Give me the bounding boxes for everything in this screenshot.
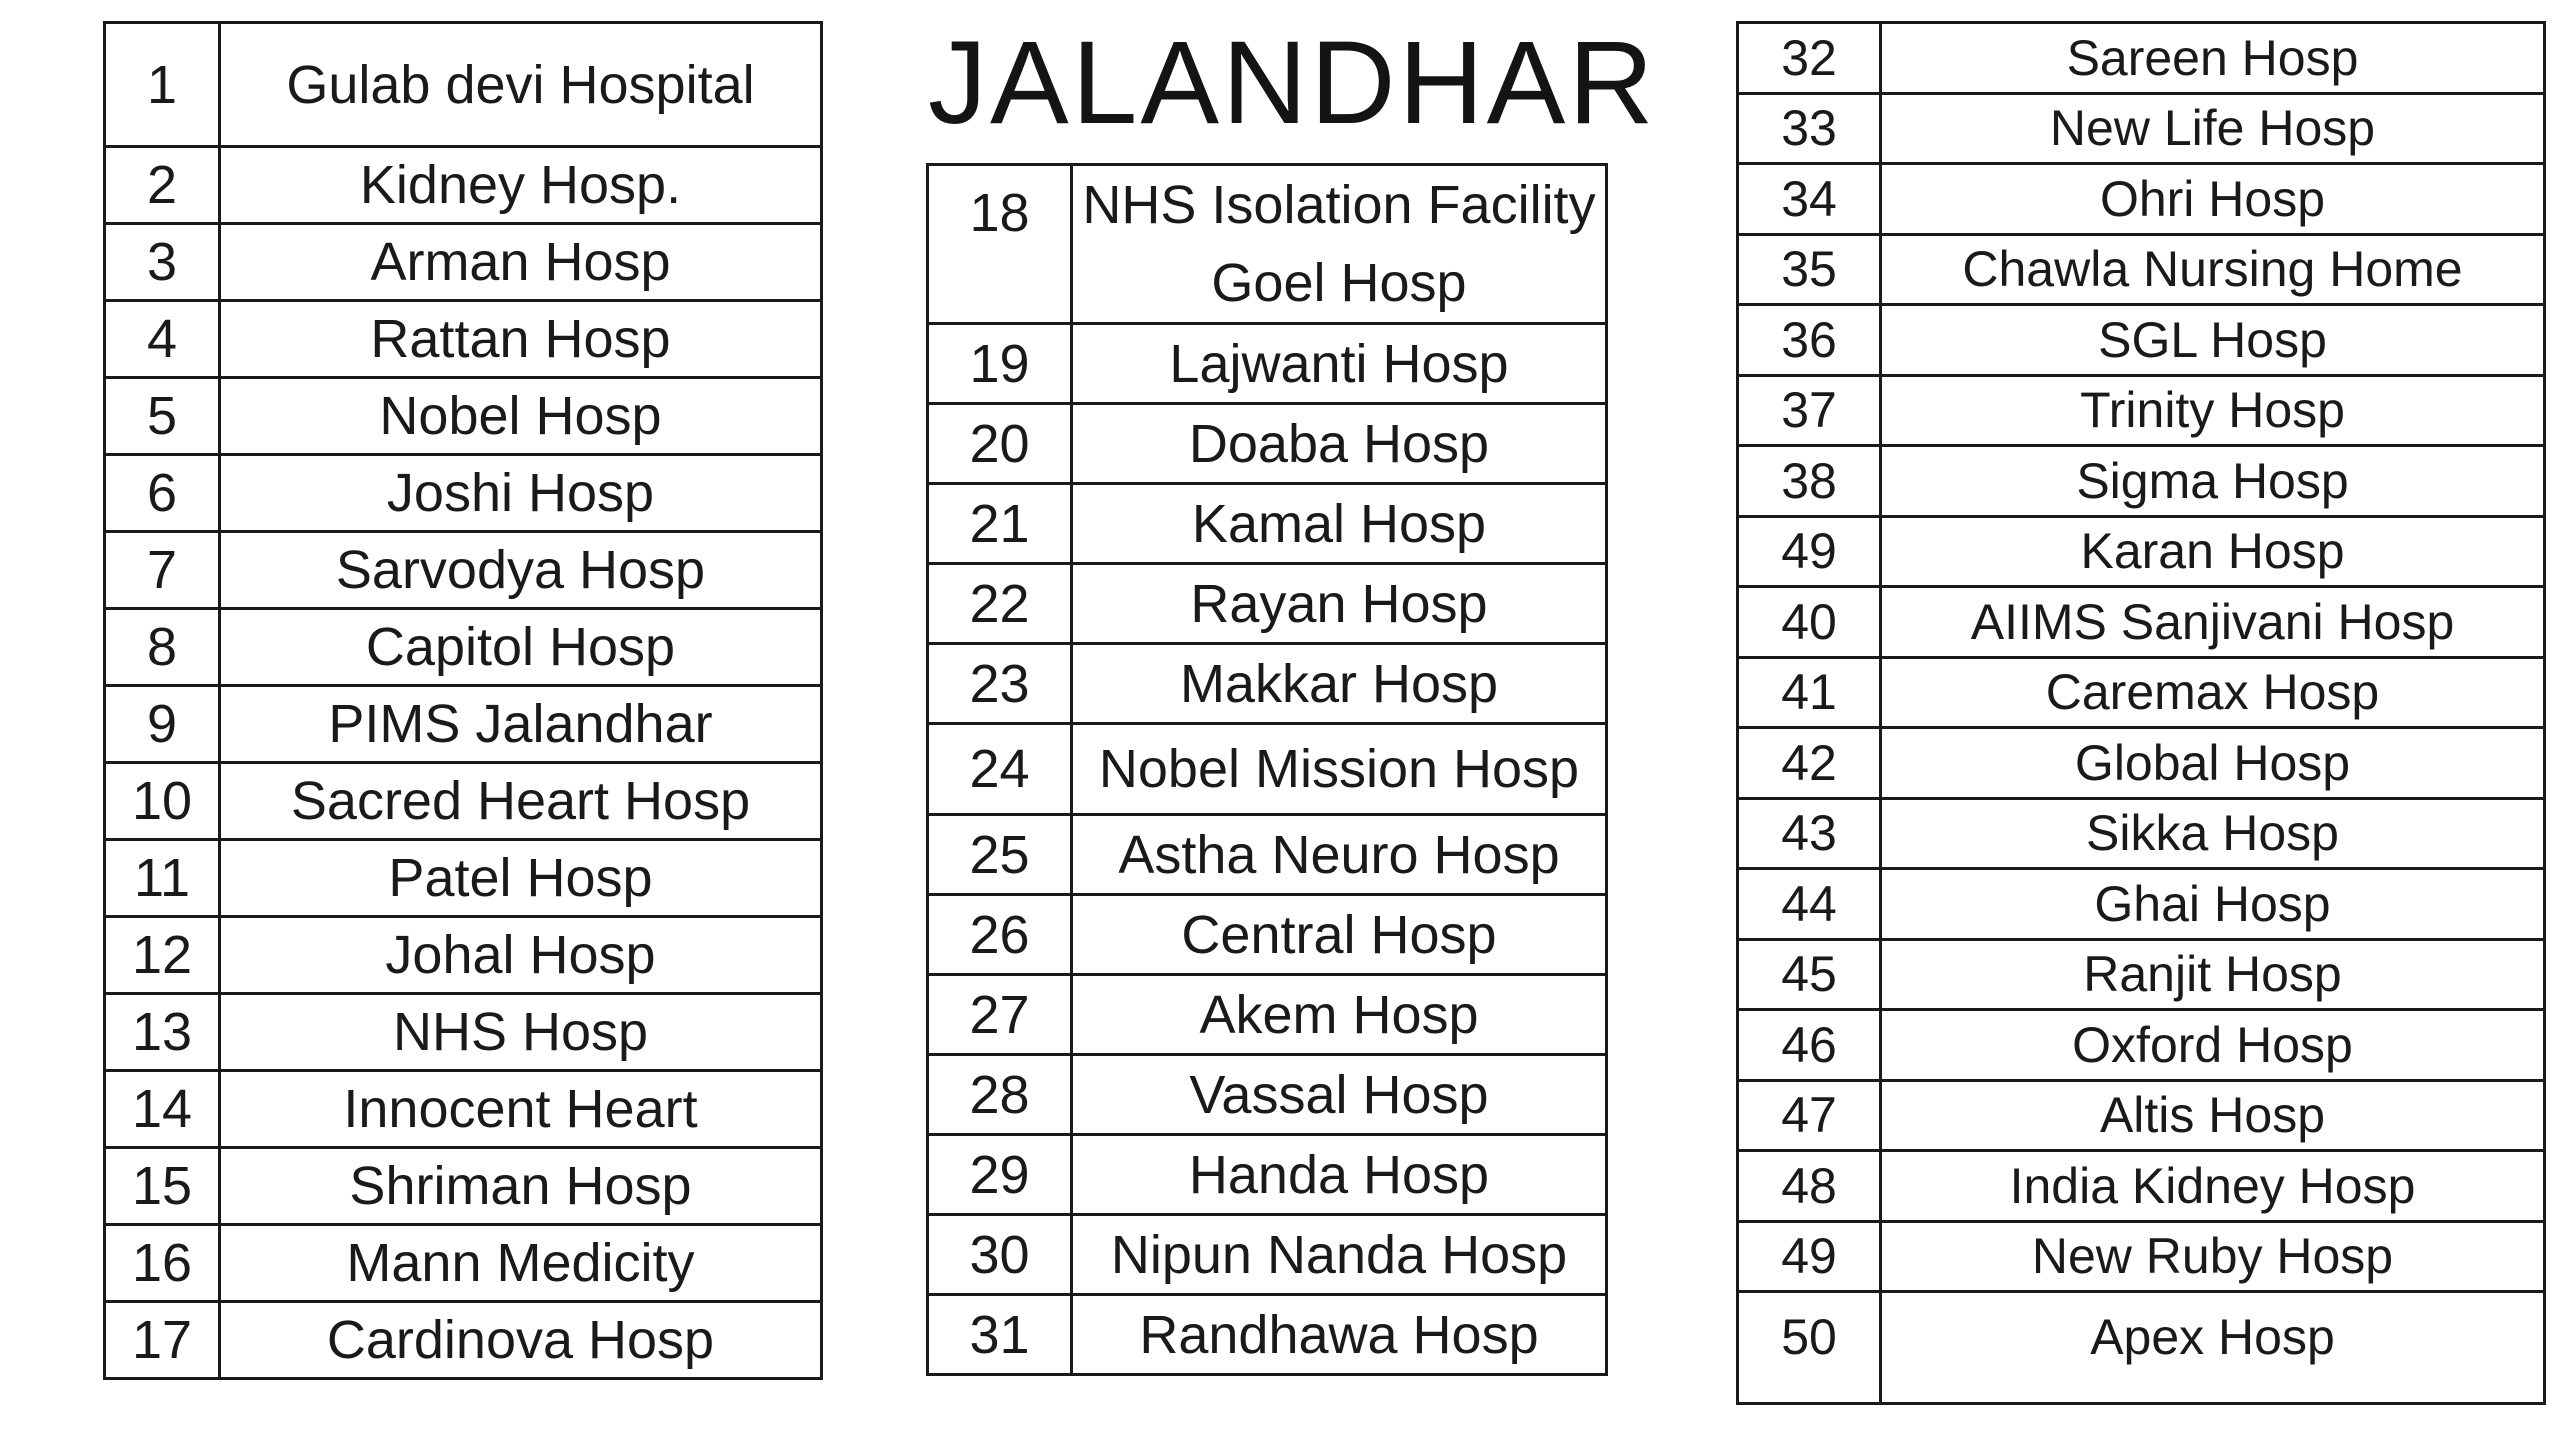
hospital-name: Nobel Hosp bbox=[220, 378, 822, 455]
row-number: 41 bbox=[1738, 657, 1881, 728]
row-number: 25 bbox=[928, 815, 1072, 895]
table-row bbox=[105, 686, 822, 763]
row-number: 40 bbox=[1738, 587, 1881, 658]
row-number: 24 bbox=[928, 724, 1072, 815]
hospital-name: New Life Hosp bbox=[1881, 93, 2545, 164]
hospital-name: Rattan Hosp bbox=[220, 301, 822, 378]
table-row bbox=[105, 1071, 822, 1148]
row-number: 44 bbox=[1738, 869, 1881, 940]
hospital-name: Sacred Heart Hosp bbox=[220, 763, 822, 840]
hospital-name: Sareen Hosp bbox=[1881, 23, 2545, 94]
table-row bbox=[1738, 587, 2545, 658]
row-number: 49 bbox=[1738, 1221, 1881, 1292]
row-number: 17 bbox=[105, 1302, 220, 1379]
hospital-name: Sarvodya Hosp bbox=[220, 532, 822, 609]
hospital-name: Arman Hosp bbox=[220, 224, 822, 301]
row-number: 21 bbox=[928, 484, 1072, 564]
hospital-name: Oxford Hosp bbox=[1881, 1010, 2545, 1081]
row-number: 47 bbox=[1738, 1080, 1881, 1151]
row-number: 23 bbox=[928, 644, 1072, 724]
row-number: 19 bbox=[928, 324, 1072, 404]
table-row bbox=[105, 23, 822, 147]
table-row bbox=[1738, 446, 2545, 517]
row-number: 30 bbox=[928, 1215, 1072, 1295]
table-row bbox=[928, 1055, 1607, 1135]
table-row bbox=[1738, 657, 2545, 728]
table-row bbox=[105, 1302, 822, 1379]
table-row bbox=[105, 455, 822, 532]
table-row bbox=[928, 1135, 1607, 1215]
row-number: 12 bbox=[105, 917, 220, 994]
table-row bbox=[105, 1148, 822, 1225]
row-number: 50 bbox=[1738, 1292, 1881, 1404]
table-row bbox=[105, 994, 822, 1071]
table-row bbox=[105, 917, 822, 994]
row-number: 22 bbox=[928, 564, 1072, 644]
hospital-name: New Ruby Hosp bbox=[1881, 1221, 2545, 1292]
table-row bbox=[105, 840, 822, 917]
table-row bbox=[1738, 1221, 2545, 1292]
hospital-name: NHS Hosp bbox=[220, 994, 822, 1071]
hospital-name: Gulab devi Hospital bbox=[220, 23, 822, 147]
row-number: 2 bbox=[105, 147, 220, 224]
hospital-name: AIIMS Sanjivani Hosp bbox=[1881, 587, 2545, 658]
table-row bbox=[1738, 869, 2545, 940]
row-number: 38 bbox=[1738, 446, 1881, 517]
hospital-name: Ohri Hosp bbox=[1881, 164, 2545, 235]
hospital-name: Johal Hosp bbox=[220, 917, 822, 994]
row-number: 43 bbox=[1738, 798, 1881, 869]
row-number: 45 bbox=[1738, 939, 1881, 1010]
hospital-name: SGL Hosp bbox=[1881, 305, 2545, 376]
table-row bbox=[105, 532, 822, 609]
row-number: 1 bbox=[105, 23, 220, 147]
row-number: 20 bbox=[928, 404, 1072, 484]
row-number: 34 bbox=[1738, 164, 1881, 235]
row-number: 46 bbox=[1738, 1010, 1881, 1081]
table-row bbox=[1738, 728, 2545, 799]
hospital-name: Nipun Nanda Hosp bbox=[1072, 1215, 1607, 1295]
table-row bbox=[1738, 375, 2545, 446]
hospital-name: Cardinova Hosp bbox=[220, 1302, 822, 1379]
hospital-name: Joshi Hosp bbox=[220, 455, 822, 532]
row-number: 42 bbox=[1738, 728, 1881, 799]
hospital-name: Trinity Hosp bbox=[1881, 375, 2545, 446]
hospital-name: Karan Hosp bbox=[1881, 516, 2545, 587]
table-row bbox=[928, 1215, 1607, 1295]
hospital-name: Ranjit Hosp bbox=[1881, 939, 2545, 1010]
table-row bbox=[105, 763, 822, 840]
hospital-name: Global Hosp bbox=[1881, 728, 2545, 799]
row-number: 49 bbox=[1738, 516, 1881, 587]
hospital-name: Central Hosp bbox=[1072, 895, 1607, 975]
hospital-name: Kamal Hosp bbox=[1072, 484, 1607, 564]
row-number: 48 bbox=[1738, 1151, 1881, 1222]
row-number: 36 bbox=[1738, 305, 1881, 376]
row-number: 18 bbox=[928, 165, 1072, 324]
hospital-name: Akem Hosp bbox=[1072, 975, 1607, 1055]
row-number: 5 bbox=[105, 378, 220, 455]
table-row bbox=[928, 564, 1607, 644]
table-row bbox=[928, 644, 1607, 724]
table-row bbox=[1738, 939, 2545, 1010]
table-row bbox=[928, 1295, 1607, 1375]
hospital-name: Handa Hosp bbox=[1072, 1135, 1607, 1215]
table-row bbox=[1738, 1292, 2545, 1404]
row-number: 33 bbox=[1738, 93, 1881, 164]
table-row bbox=[1738, 1080, 2545, 1151]
table-row bbox=[1738, 164, 2545, 235]
table-row bbox=[928, 404, 1607, 484]
table-row bbox=[1738, 1151, 2545, 1222]
hospital-name: Sigma Hosp bbox=[1881, 446, 2545, 517]
hospital-name: Patel Hosp bbox=[220, 840, 822, 917]
row-number: 31 bbox=[928, 1295, 1072, 1375]
row-number: 29 bbox=[928, 1135, 1072, 1215]
hospital-name: Altis Hosp bbox=[1881, 1080, 2545, 1151]
hospital-name: Caremax Hosp bbox=[1881, 657, 2545, 728]
row-number: 13 bbox=[105, 994, 220, 1071]
row-number: 9 bbox=[105, 686, 220, 763]
hospital-table-left bbox=[103, 21, 823, 1380]
hospital-name: Apex Hosp bbox=[1881, 1292, 2545, 1404]
table-row bbox=[928, 484, 1607, 564]
hospital-name: PIMS Jalandhar bbox=[220, 686, 822, 763]
table-row bbox=[928, 165, 1607, 324]
table-row bbox=[1738, 23, 2545, 94]
hospital-name: Innocent Heart bbox=[220, 1071, 822, 1148]
hospital-name: Nobel Mission Hosp bbox=[1072, 724, 1607, 815]
hospital-table-middle bbox=[926, 163, 1608, 1376]
row-number: 28 bbox=[928, 1055, 1072, 1135]
table-row bbox=[1738, 1010, 2545, 1081]
table-row bbox=[105, 147, 822, 224]
table-row bbox=[1738, 234, 2545, 305]
table-row bbox=[928, 815, 1607, 895]
row-number: 14 bbox=[105, 1071, 220, 1148]
table-row bbox=[928, 324, 1607, 404]
hospital-name: Doaba Hosp bbox=[1072, 404, 1607, 484]
hospital-name: Mann Medicity bbox=[220, 1225, 822, 1302]
table-row bbox=[105, 224, 822, 301]
row-number: 4 bbox=[105, 301, 220, 378]
table-row bbox=[1738, 516, 2545, 587]
row-number: 10 bbox=[105, 763, 220, 840]
row-number: 8 bbox=[105, 609, 220, 686]
hospital-name: Rayan Hosp bbox=[1072, 564, 1607, 644]
row-number: 11 bbox=[105, 840, 220, 917]
hospital-name: Chawla Nursing Home bbox=[1881, 234, 2545, 305]
page-title: JALANDHAR bbox=[928, 17, 1657, 149]
hospital-name: Shriman Hosp bbox=[220, 1148, 822, 1225]
table-row bbox=[105, 301, 822, 378]
table-row bbox=[1738, 305, 2545, 376]
table-row bbox=[1738, 93, 2545, 164]
hospital-name: Kidney Hosp. bbox=[220, 147, 822, 224]
table-row bbox=[1738, 798, 2545, 869]
row-number: 32 bbox=[1738, 23, 1881, 94]
hospital-name: Vassal Hosp bbox=[1072, 1055, 1607, 1135]
table-row bbox=[928, 895, 1607, 975]
row-number: 15 bbox=[105, 1148, 220, 1225]
row-number: 37 bbox=[1738, 375, 1881, 446]
row-number: 26 bbox=[928, 895, 1072, 975]
hospital-name: Sikka Hosp bbox=[1881, 798, 2545, 869]
table-row bbox=[105, 1225, 822, 1302]
table-row bbox=[105, 378, 822, 455]
hospital-name: Astha Neuro Hosp bbox=[1072, 815, 1607, 895]
table-row bbox=[105, 609, 822, 686]
hospital-name: Randhawa Hosp bbox=[1072, 1295, 1607, 1375]
hospital-name: NHS Isolation Facility Goel Hosp bbox=[1072, 165, 1607, 324]
row-number: 7 bbox=[105, 532, 220, 609]
row-number: 16 bbox=[105, 1225, 220, 1302]
row-number: 27 bbox=[928, 975, 1072, 1055]
row-number: 6 bbox=[105, 455, 220, 532]
hospital-name: Makkar Hosp bbox=[1072, 644, 1607, 724]
hospital-name: Ghai Hosp bbox=[1881, 869, 2545, 940]
hospital-name: India Kidney Hosp bbox=[1881, 1151, 2545, 1222]
row-number: 35 bbox=[1738, 234, 1881, 305]
row-number: 3 bbox=[105, 224, 220, 301]
table-row bbox=[928, 975, 1607, 1055]
hospital-name: Capitol Hosp bbox=[220, 609, 822, 686]
hospital-table-right bbox=[1736, 21, 2546, 1405]
hospital-name: Lajwanti Hosp bbox=[1072, 324, 1607, 404]
table-row bbox=[928, 724, 1607, 815]
